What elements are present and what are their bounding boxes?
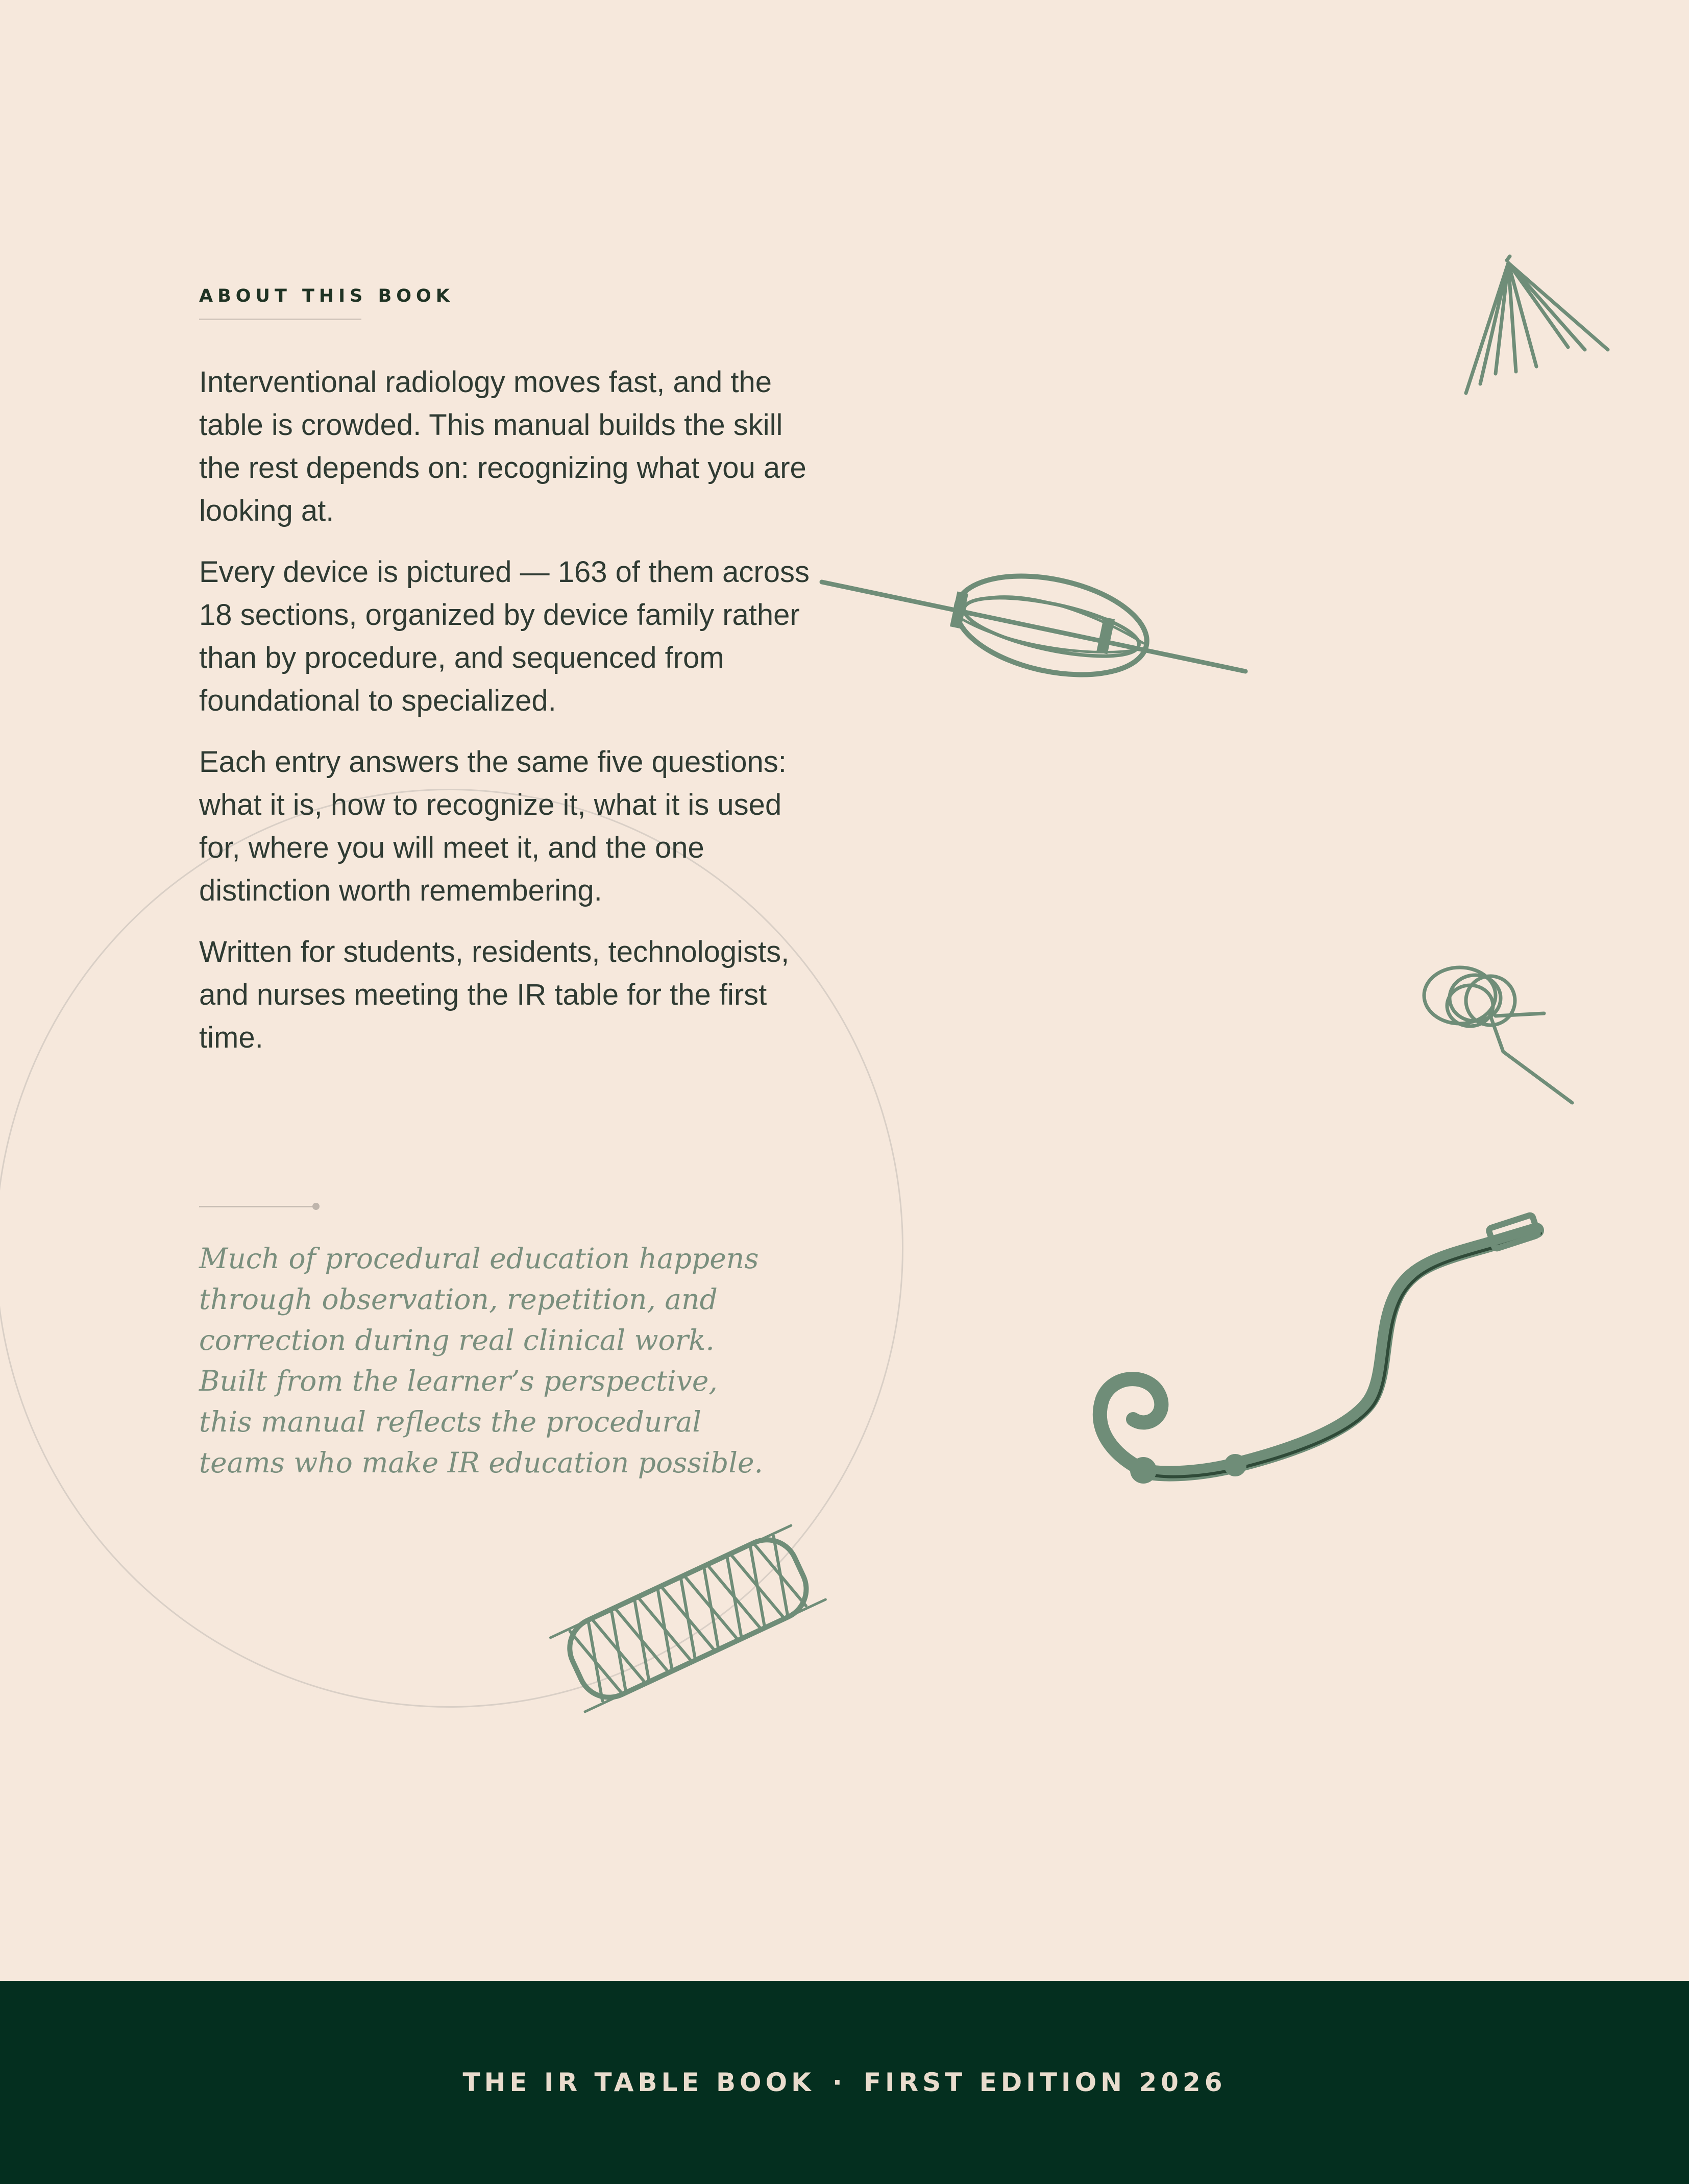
- about-paragraph-1: Interventional radiology moves fast, and the table is crowded. This manual builds the skill the rest depends on: recognizing what you are looking at.: [199, 366, 806, 527]
- ivc-filter-icon: [1450, 250, 1618, 403]
- quote-rule-dot: [312, 1203, 320, 1210]
- stent-icon: [546, 1511, 832, 1731]
- pigtail-drainage-catheter-icon: [1082, 1210, 1552, 1516]
- pull-quote: Much of procedural education happens through observation, repetition, and correction during real clinical work. Built from the learner’s perspective, this manual reflects the procedural teams who make IR education possible.: [199, 1242, 763, 1479]
- footer-book-title: THE IR TABLE BOOK: [462, 2068, 815, 2097]
- footer-colophon: [462, 2068, 1226, 2097]
- eyebrow-rule: [199, 319, 361, 320]
- section-eyebrow: ABOUT THIS BOOK: [199, 286, 454, 306]
- about-paragraphs: [199, 361, 812, 1059]
- footer-bar: [0, 1981, 1689, 2184]
- footer-edition: FIRST EDITION 2026: [863, 2068, 1227, 2097]
- about-paragraph-4: Written for students, residents, technologists, and nurses meeting the IR table for the first time.: [199, 935, 790, 1054]
- about-paragraph-2: Every device is pictured — 163 of them across 18 sections, organized by device family rather than by procedure, and sequenced from foundational to specialized.: [199, 555, 810, 717]
- about-paragraph-3: Each entry answers the same five questions: what it is, how to recognize it, what it is used for, where you will meet it, and the one distinction worth remembering.: [199, 745, 787, 907]
- footer-separator: ·: [832, 2068, 846, 2097]
- embolization-coil-icon: [1419, 960, 1582, 1113]
- quote-rule: [199, 1206, 320, 1207]
- retrieval-basket-icon: [817, 541, 1251, 705]
- about-section: [199, 286, 812, 1078]
